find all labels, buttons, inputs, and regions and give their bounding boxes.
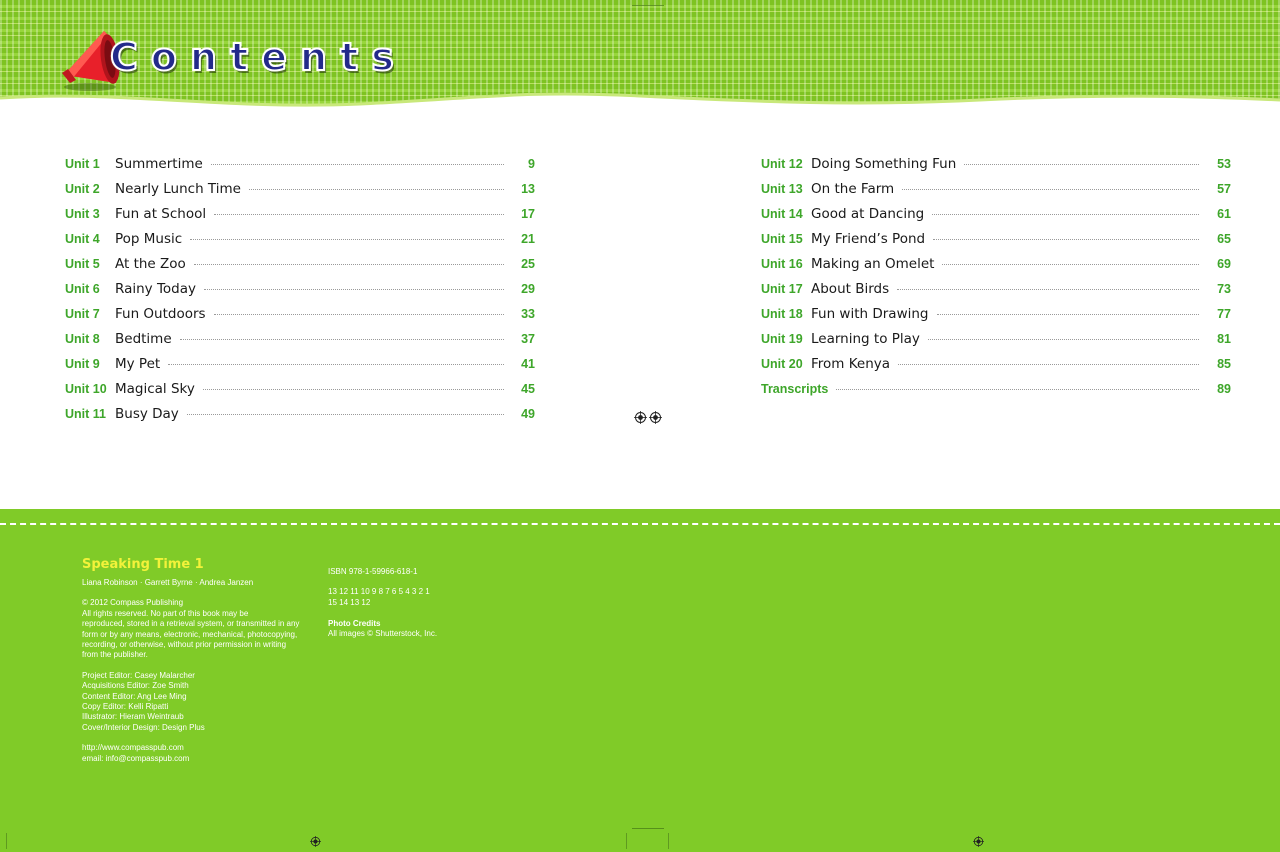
- toc-unit-title: Pop Music: [115, 230, 183, 247]
- registration-mark-icon: [634, 411, 647, 424]
- toc-unit-title: Busy Day: [115, 405, 179, 422]
- toc-unit-title: Doing Something Fun: [811, 155, 957, 172]
- website-link[interactable]: http://www.compasspub.com: [82, 743, 184, 753]
- toc-entry[interactable]: [761, 301, 1231, 326]
- crop-mark: [626, 833, 627, 849]
- toc-page-number: 13: [521, 181, 535, 196]
- toc-entry[interactable]: [761, 326, 1231, 351]
- toc-unit-title: On the Farm: [811, 180, 895, 197]
- toc-page-number: 85: [1217, 356, 1231, 371]
- toc-unit-label: Unit 17: [761, 281, 803, 296]
- toc-unit-title: From Kenya: [811, 355, 891, 372]
- toc-unit-title: Learning to Play: [811, 330, 920, 347]
- toc-entry[interactable]: [761, 201, 1231, 226]
- toc-unit-title: Nearly Lunch Time: [115, 180, 241, 197]
- toc-entry[interactable]: [65, 401, 535, 426]
- credit-line: Illustrator: Hieram Weintraub: [82, 712, 184, 722]
- toc-unit-title: Bedtime: [115, 330, 172, 347]
- book-title: Speaking Time 1: [82, 557, 204, 572]
- toc-leader-dots: [928, 339, 1199, 340]
- toc-entry[interactable]: [65, 276, 535, 301]
- toc-leader-dots: [187, 414, 504, 415]
- toc-unit-label: Unit 19: [761, 331, 803, 346]
- page-title-group: [60, 25, 407, 95]
- toc-entry[interactable]: [65, 176, 535, 201]
- toc-page-number: 81: [1217, 331, 1231, 346]
- toc-unit-label: Unit 6: [65, 281, 100, 296]
- toc-transcripts-label: Transcripts: [761, 381, 829, 396]
- crop-mark: [632, 828, 664, 829]
- credit-line: Cover/Interior Design: Design Plus: [82, 722, 205, 732]
- registration-mark-icon: [973, 836, 984, 847]
- contents-header-band: [0, 0, 1280, 120]
- imprint-band: [0, 509, 1280, 852]
- toc-entry[interactable]: [761, 351, 1231, 376]
- toc-leader-dots: [204, 289, 504, 290]
- toc-unit-label: Unit 18: [761, 306, 803, 321]
- toc-page-number: 57: [1217, 181, 1231, 196]
- toc-unit-title: Making an Omelet: [811, 255, 935, 272]
- toc-entry-transcripts[interactable]: [761, 376, 1231, 401]
- toc-unit-title: Good at Dancing: [811, 205, 925, 222]
- toc-entry[interactable]: [761, 276, 1231, 301]
- toc-leader-dots: [203, 389, 504, 390]
- toc-leader-dots: [964, 164, 1199, 165]
- toc-leader-dots: [190, 239, 504, 240]
- toc-leader-dots: [937, 314, 1200, 315]
- toc-unit-label: Unit 15: [761, 231, 803, 246]
- toc-unit-title: My Pet: [115, 355, 161, 372]
- toc-unit-label: Unit 3: [65, 206, 100, 221]
- toc-leader-dots: [211, 164, 504, 165]
- crop-mark: [668, 833, 669, 849]
- printing-line: 15 14 13 12: [328, 597, 371, 607]
- toc-leader-dots: [932, 214, 1199, 215]
- toc-unit-label: Unit 5: [65, 256, 100, 271]
- book-authors: Liana Robinson · Garrett Byrne · Andrea Janzen: [82, 578, 254, 587]
- toc-entry[interactable]: [761, 226, 1231, 251]
- toc-entry[interactable]: [65, 351, 535, 376]
- photo-credits: All images © Shutterstock, Inc.: [328, 629, 438, 639]
- toc-leader-dots: [194, 264, 504, 265]
- toc-entry[interactable]: [761, 176, 1231, 201]
- toc-unit-label: Unit 7: [65, 306, 100, 321]
- toc-unit-title: Fun with Drawing: [811, 305, 929, 322]
- toc-leader-dots: [249, 189, 504, 190]
- toc-leader-dots: [897, 289, 1199, 290]
- toc-page-number: 77: [1217, 306, 1231, 321]
- toc-page-number: 17: [521, 206, 535, 221]
- credit-line: Copy Editor: Kelli Ripatti: [82, 702, 169, 712]
- toc-entry[interactable]: [65, 301, 535, 326]
- toc-entry[interactable]: [761, 151, 1231, 176]
- toc-page-number: 89: [1217, 381, 1231, 396]
- toc-unit-label: Unit 4: [65, 231, 100, 246]
- toc-right-column: [761, 151, 1231, 401]
- toc-unit-title: About Birds: [811, 280, 890, 297]
- page-title: Contents: [110, 35, 407, 79]
- toc-unit-label: Unit 11: [65, 406, 106, 421]
- toc-unit-label: Unit 2: [65, 181, 100, 196]
- toc-unit-label: Unit 10: [65, 381, 107, 396]
- toc-leader-dots: [214, 314, 504, 315]
- toc-page-number: 45: [521, 381, 535, 396]
- toc-unit-label: Unit 20: [761, 356, 803, 371]
- toc-leader-dots: [180, 339, 504, 340]
- toc-page-number: 69: [1217, 256, 1231, 271]
- toc-page-number: 61: [1217, 206, 1231, 221]
- credit-line: Acquisitions Editor: Zoe Smith: [82, 681, 189, 691]
- imprint-left-column: [82, 557, 312, 764]
- crop-mark: [632, 5, 664, 6]
- toc-unit-label: Unit 8: [65, 331, 100, 346]
- rights-line: from the publisher.: [82, 650, 148, 660]
- rights-line: All rights reserved. No part of this book may be: [82, 608, 249, 618]
- toc-leader-dots: [836, 389, 1199, 390]
- rights-line: reproduced, stored in a retrieval system, or transmitted in any: [82, 619, 300, 629]
- toc-page-number: 73: [1217, 281, 1231, 296]
- toc-unit-title: Fun Outdoors: [115, 305, 206, 322]
- toc-leader-dots: [902, 189, 1199, 190]
- toc-left-column: [65, 151, 535, 426]
- crop-mark: [6, 833, 7, 849]
- imprint-right-column: [328, 567, 528, 640]
- printing-line: 13 12 11 10 9 8 7 6 5 4 3 2 1: [328, 587, 430, 597]
- toc-page-number: 53: [1217, 156, 1231, 171]
- dashed-divider: [0, 523, 1280, 525]
- toc-entry[interactable]: [65, 251, 535, 276]
- toc-leader-dots: [168, 364, 504, 365]
- toc-unit-title: Fun at School: [115, 205, 207, 222]
- toc-unit-title: Summertime: [115, 155, 203, 172]
- toc-leader-dots: [214, 214, 504, 215]
- credit-line: Content Editor: Ang Lee Ming: [82, 691, 187, 701]
- copyright-line: © 2012 Compass Publishing: [82, 598, 184, 608]
- toc-unit-label: Unit 9: [65, 356, 100, 371]
- toc-leader-dots: [898, 364, 1199, 365]
- rights-line: form or by any means, electronic, mechanical, photocopying,: [82, 629, 298, 639]
- rights-line: recording, or otherwise, without prior permission in writing: [82, 640, 287, 650]
- toc-entry[interactable]: [65, 326, 535, 351]
- toc-page-number: 65: [1217, 231, 1231, 246]
- toc-page-number: 41: [521, 356, 535, 371]
- toc-leader-dots: [942, 264, 1199, 265]
- toc-page-number: 25: [521, 256, 535, 271]
- isbn: ISBN 978-1-59966-618-1: [328, 567, 418, 576]
- toc-page-number: 21: [521, 231, 535, 246]
- toc-unit-label: Unit 14: [761, 206, 803, 221]
- toc-entry[interactable]: [65, 376, 535, 401]
- toc-unit-label: Unit 16: [761, 256, 803, 271]
- toc-unit-title: At the Zoo: [115, 255, 186, 272]
- toc-unit-title: Magical Sky: [115, 380, 195, 397]
- toc-page-number: 29: [521, 281, 535, 296]
- photo-credits-label: Photo Credits: [328, 619, 381, 629]
- toc-page-number: 9: [528, 156, 535, 171]
- registration-mark-icon: [310, 836, 321, 847]
- toc-page-number: 37: [521, 331, 535, 346]
- toc-entry[interactable]: [65, 151, 535, 176]
- toc-unit-label: Unit 1: [65, 156, 100, 171]
- toc-unit-title: My Friend’s Pond: [811, 230, 926, 247]
- credit-line: Project Editor: Casey Malarcher: [82, 670, 195, 680]
- toc-entry[interactable]: [65, 201, 535, 226]
- toc-entry[interactable]: [65, 226, 535, 251]
- email-link[interactable]: email: info@compasspub.com: [82, 753, 190, 763]
- toc-page-number: 49: [521, 406, 535, 421]
- toc-entry[interactable]: [761, 251, 1231, 276]
- toc-leader-dots: [933, 239, 1199, 240]
- registration-mark-icon: [649, 411, 662, 424]
- toc-unit-title: Rainy Today: [115, 280, 196, 297]
- toc-unit-label: Unit 12: [761, 156, 803, 171]
- toc-page-number: 33: [521, 306, 535, 321]
- toc-unit-label: Unit 13: [761, 181, 803, 196]
